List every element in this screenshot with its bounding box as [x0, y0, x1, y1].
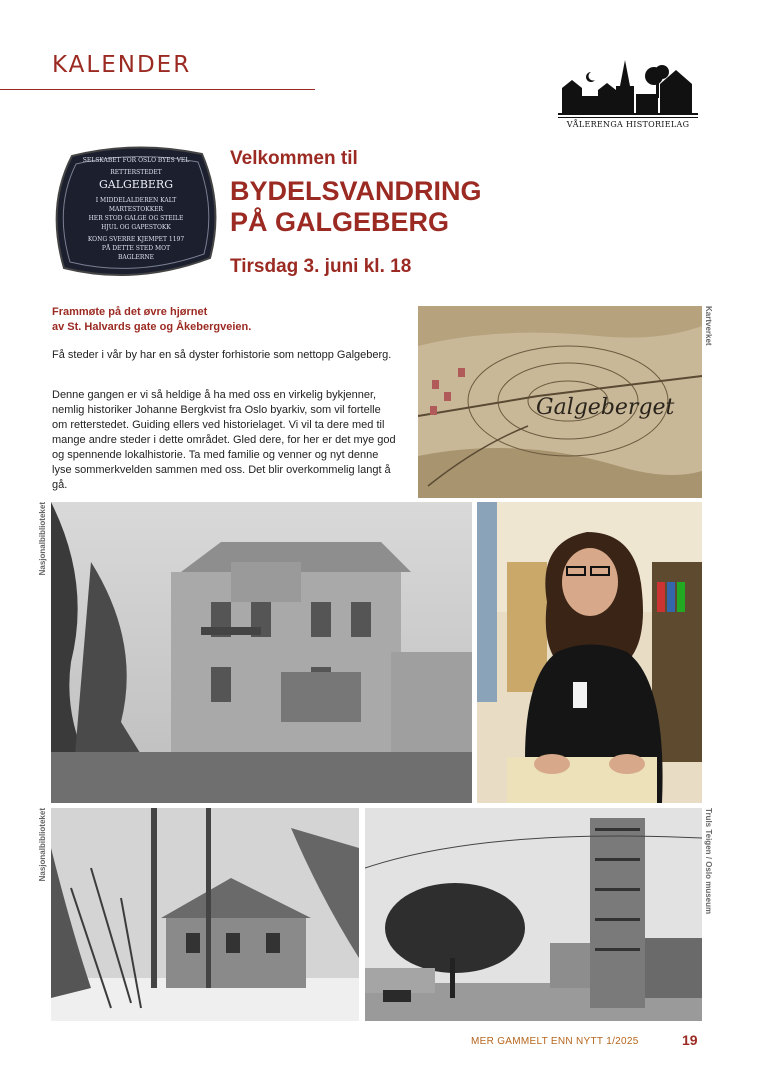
- historic-map-image: [418, 306, 702, 498]
- villa-photo: [51, 502, 472, 803]
- event-title-line1: BYDELSVANDRING: [230, 176, 482, 206]
- svg-text:I MIDDELALDEREN KALT: I MIDDELALDEREN KALT: [95, 197, 177, 204]
- credit-street: Truls Teigen / Oslo museum: [704, 808, 713, 915]
- svg-text:KONG SVERRE KJEMPET 1197: KONG SVERRE KJEMPET 1197: [87, 236, 185, 243]
- plaque-arc-text: SELSKABET FOR OSLO BYES VEL: [82, 157, 190, 164]
- credit-villa: Nasjonalbiblioteket: [38, 502, 47, 576]
- meeting-point: Frammøte på det øvre hjørnet av St. Halvards gate og Åkebergveien.: [52, 306, 252, 333]
- svg-text:BAGLERNE: BAGLERNE: [117, 254, 155, 261]
- svg-text:HJUL OG GAPESTOKK: HJUL OG GAPESTOKK: [101, 224, 171, 231]
- historian-photo: [477, 502, 702, 803]
- welcome-heading: Velkommen til: [230, 148, 358, 169]
- section-rule: [0, 89, 315, 90]
- svg-text:MARTESTOKKER: MARTESTOKKER: [108, 206, 164, 213]
- body-paragraph: Denne gangen er vi så heldige å ha med oss en virkelig bykjenner, nemlig historiker Johanne Bergkvist fra Oslo byarkiv, som vil fortelle om retterstedet. Guiding ellers ved historielaget. Vi vil ta dere med til mange andre steder i dette området. Gled dere, for her er det mye god og spennende lokalhistorie. Ta med familie og venner og nyt denne lyse sommerkvelden sammen med oss. Det blir overkommelig langt å gå.: [52, 389, 396, 491]
- publication-name: MER GAMMELT ENN NYTT 1/2025: [471, 1036, 639, 1047]
- galgeberg-plaque: [52, 146, 220, 280]
- credit-house: Nasjonalbiblioteket: [38, 808, 47, 882]
- street-photo: [365, 808, 702, 1021]
- event-title-line2: PÅ GALGEBERG: [230, 207, 450, 237]
- svg-text:RETTERSTEDET: RETTERSTEDET: [110, 169, 162, 176]
- logo-text: VÅLERENGA HISTORIELAG: [558, 117, 698, 129]
- credit-map: Kartverket: [704, 306, 713, 346]
- svg-text:GALGEBERG: GALGEBERG: [98, 178, 174, 191]
- house-photo: [51, 808, 359, 1021]
- map-label: Galgeberget: [536, 395, 675, 420]
- event-date: Tirsdag 3. juni kl. 18: [230, 256, 412, 277]
- intro-paragraph: Få steder i vår by har en så dyster forhistorie som nettopp Galgeberg.: [52, 349, 392, 361]
- page-number: 19: [682, 1032, 698, 1048]
- section-title: KALENDER: [52, 52, 192, 78]
- svg-text:PÅ DETTE STED MOT: PÅ DETTE STED MOT: [101, 245, 171, 252]
- svg-text:HER STOD GALGE OG STEILE: HER STOD GALGE OG STEILE: [88, 215, 184, 222]
- event-title: [230, 176, 482, 238]
